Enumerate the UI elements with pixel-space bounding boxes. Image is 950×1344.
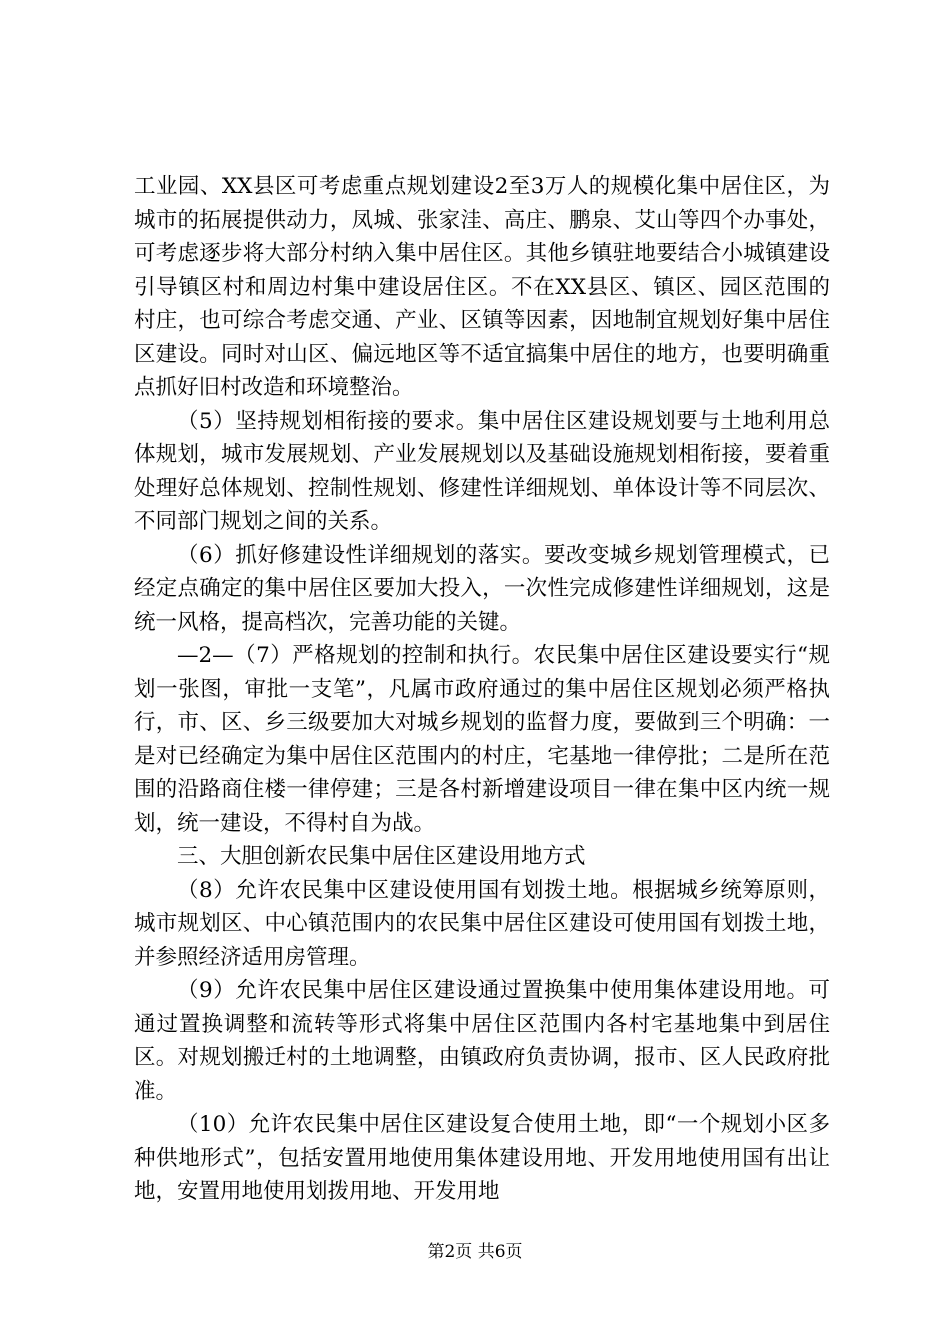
- paragraph-5: （8）允许农民集中区建设使用国有划拨土地。根据城乡统筹原则，城市规划区、中心镇范围内的农民集中居住区建设可使用国有划拨土地，并参照经济适用房管理。: [134, 877, 830, 970]
- paragraph-3: （6）抓好修建设性详细规划的落实。要改变城乡规划管理模式，已经定点确定的集中居住区要加大投入，一次性完成修建性详细规划，这是统一风格，提高档次，完善功能的关键。: [134, 542, 830, 635]
- paragraph-7: （10）允许农民集中居住区建设复合使用土地，即“一个规划小区多种供地形式”，包括安置用地使用集体建设用地、开发用地使用国有出让地，安置用地使用划拨用地、开发用地: [134, 1112, 830, 1204]
- page-footer: [0, 1240, 950, 1264]
- paragraph-6: （9）允许农民集中居住区建设通过置换集中使用集体建设用地。可通过置换调整和流转等形式将集中居住区范围内各村宅基地集中到居住区。对规划搬迁村的土地调整，由镇政府负责协调，报市、区人民政府批准。: [134, 978, 830, 1104]
- paragraph-2: （5）坚持规划相衔接的要求。集中居住区建设规划要与土地利用总体规划，城市发展规划、产业发展规划以及基础设施规划相衔接，要着重处理好总体规划、控制性规划、修建性详细规划、单体设计等不同层次、不同部门规划之间的关系。: [134, 408, 830, 534]
- section-heading: 三、大胆创新农民集中居住区建设用地方式: [177, 844, 586, 869]
- paragraph-4: —2—（7）严格规划的控制和执行。农民集中居住区建设要实行“规划一张图，审批一支笔”，凡属市政府通过的集中居住区规划必须严格执行，市、区、乡三级要加大对城乡规划的监督力度，要做到三个明确：一是对已经确定为集中居住区范围内的村庄，宅基地一律停批；二是所在范围的沿路商住楼一律停建；三是各村新增建设项目一律在集中区内统一规划，统一建设，不得村自为战。: [134, 643, 830, 836]
- document-body: [134, 170, 830, 1209]
- page-number-label: 第2页 共6页: [427, 1242, 523, 1262]
- paragraph-1: 工业园、XX县区可考虑重点规划建设2至3万人的规模化集中居住区，为城市的拓展提供动力，凤城、张家洼、高庄、鹏泉、艾山等四个办事处，可考虑逐步将大部分村纳入集中居住区。其他乡镇驻地要结合小城镇建设引导镇区村和周边村集中建设居住区。不在XX县区、镇区、园区范围的村庄，也可综合考虑交通、产业、区镇等因素，因地制宜规划好集中居住区建设。同时对山区、偏远地区等不适宜搞集中居住的地方，也要明确重点抓好旧村改造和环境整治。: [134, 174, 830, 400]
